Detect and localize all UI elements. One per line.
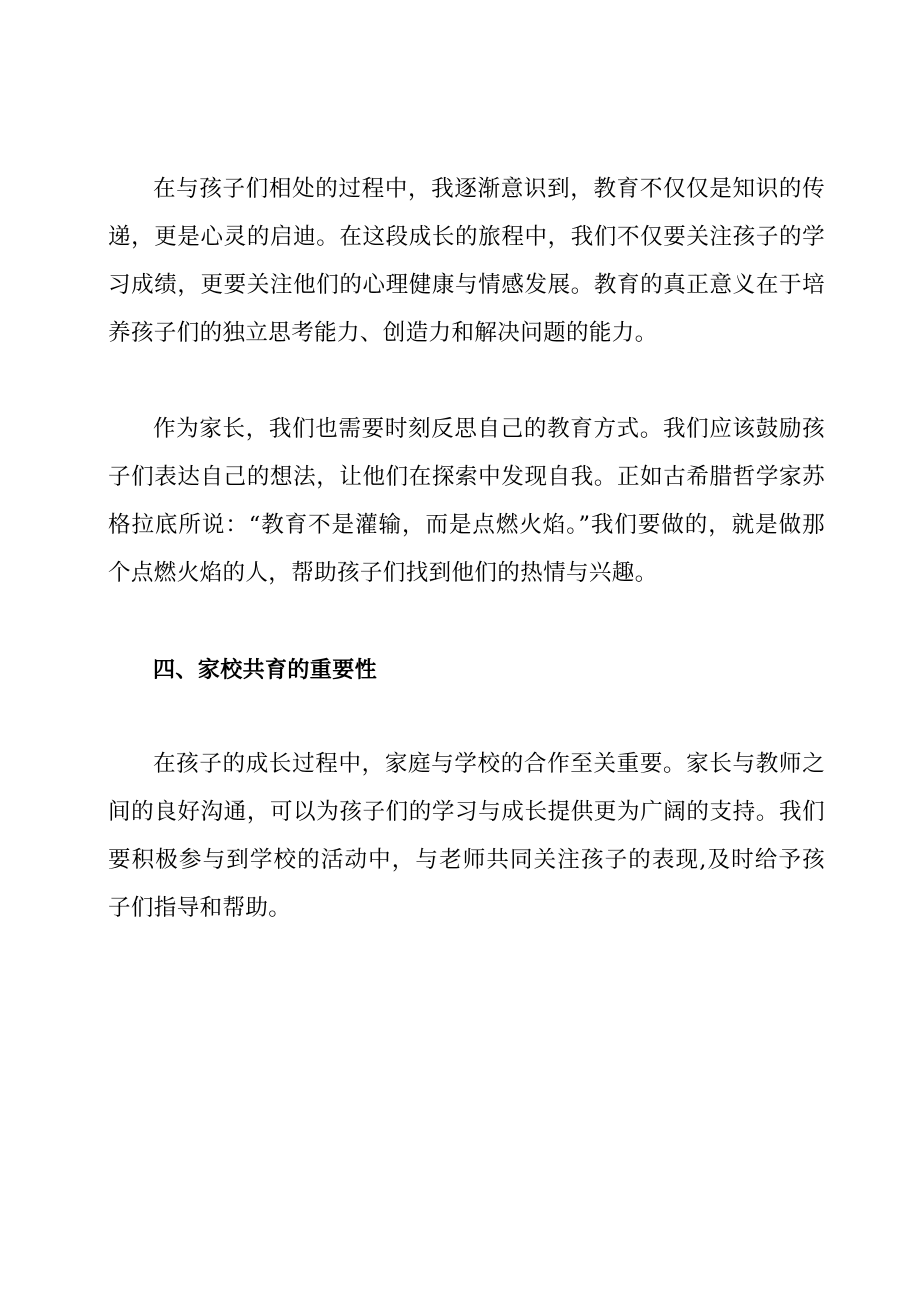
paragraph-education-reflection: 在与孩子们相处的过程中，我逐渐意识到，教育不仅仅是知识的传递，更是心灵的启迪。在这段成长的旅程中，我们不仅要关注孩子的学习成绩，更要关注他们的心理健康与情感发展。教育的真正意义在于培养孩子们的独立思考能力、创造力和解决问题的能力。	[108, 176, 825, 346]
paragraph-parent-role: 作为家长，我们也需要时刻反思自己的教育方式。我们应该鼓励孩子们表达自己的想法，让他们在探索中发现自我。正如古希腊哲学家苏格拉底所说：“教育不是灌输，而是点燃火焰。”我们要做的，就是做那个点燃火焰的人，帮助孩子们找到他们的热情与兴趣。	[108, 416, 825, 586]
section-heading: 四、家校共育的重要性	[153, 658, 378, 683]
paragraph-home-school-cooperation: 在孩子的成长过程中，家庭与学校的合作至关重要。家长与教师之间的良好沟通，可以为孩子们的学习与成长提供更为广阔的支持。我们要积极参与到学校的活动中，与老师共同关注孩子的表现,及时给予孩子们指导和帮助。	[108, 751, 825, 921]
